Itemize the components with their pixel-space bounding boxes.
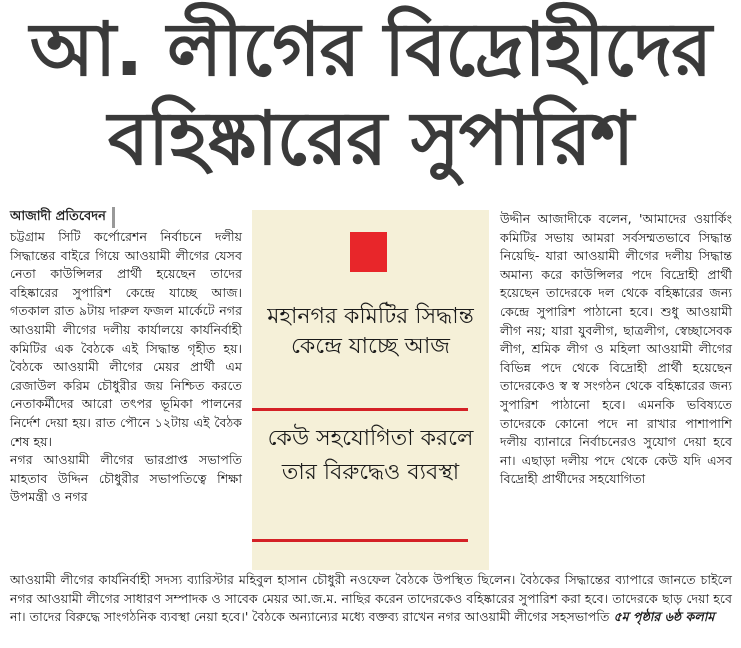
- headline-line-2: বহিষ্কারের সুপারিশ: [107, 96, 634, 182]
- continued-page-jump[interactable]: ৫ম পৃষ্ঠার ৬ষ্ঠ কলাম: [613, 609, 715, 625]
- article-column-3: [500, 210, 732, 489]
- paragraph-1: চট্টগ্রাম সিটি কর্পোরেশন নির্বাচনে দলীয় সিদ্ধান্তের বাইরে গিয়ে আওয়ামী লীগের যেসব নেতা কাউন্সিলর প্রার্থী হয়েছেন তাদের বহিষ্কারের সুপারিশ কেন্দ্রে যাচ্ছে আজ। গতকাল রাত ৯টায় দারুল ফজল মার্কেটে নগর আওয়ামী লীগের দলীয় কার্যালয়ে কার্যনির্বাহী কমিটির এক বৈঠকে এই সিদ্ধান্ত গৃহীত হয়। বৈঠকে আওয়ামী লীগের মেয়র প্রার্থী এম রেজাউল করিম চৌধুরীর জয় নিশ্চিত করতে নেতাকর্মীদের আরো তৎপর ভূমিকা পালনের নির্দেশ দেয়া হয়। রাত পৌনে ১২টায় এই বৈঠক শেষ হয়।: [10, 229, 242, 449]
- paragraph-2: নগর আওয়ামী লীগের ভারপ্রাপ্ত সভাপতি মাহতাব উদ্দিন চৌধুরীর সভাপতিত্বে শিক্ষা উপমন্ত্রী ও নগর: [10, 452, 242, 505]
- divider-rule-bottom: [252, 539, 468, 542]
- column-3-text: উদ্দীন আজাদীকে বলেন, 'আমাদের ওয়ার্কিং কমিটির সভায় আমরা সর্বসম্মতভাবে সিদ্ধান্ত নিয়েছি- যারা আওয়ামী লীগের দলীয় সিদ্ধান্ত অমান্য করে কাউন্সিলর পদে বিদ্রোহী প্রার্থী হয়েছেন তাদেরকে দল থেকে বহিষ্কারের জন্য কেন্দ্রে সুপারিশ পাঠানো হবে। শুধু আওয়ামী লীগ নয়; যারা যুবলীগ, ছাত্রলীগ, স্বেচ্ছাসেবক লীগ, শ্রমিক লীগ ও মহিলা আওয়ামী লীগের বিভিন্ন পদে থেকে বিদ্রোহী প্রার্থী হয়েছেন তাদেরকেও স্ব স্ব সংগঠন থেকে বহিষ্কারের জন্য সুপারিশ পাঠানো হবে। এমনকি ভবিষ্যতে তাদেরকে কোনো পদে না রাখার পাশাপাশি দলীয় ব্যানারে নির্বাচনেরও সুযোগ দেয়া হবে না। এছাড়া দলীয় পদে থেকে কেউ যদি এসব বিদ্রোহী প্রার্থীদের সহযোগিতা: [500, 211, 732, 487]
- headline-line-1: আ. লীগের বিদ্রোহীদের: [29, 7, 712, 93]
- article-bottom-text: [10, 571, 732, 627]
- article-column-1: [10, 228, 242, 507]
- headline: [0, 6, 741, 184]
- bottom-paragraph: [10, 571, 732, 627]
- pull-quote-2: কেউ সহযোগিতা করলে তার বিরুদ্ধেও ব্যবস্থা: [267, 426, 474, 485]
- byline: আজাদী প্রতিবেদন: [10, 207, 115, 228]
- bottom-text: আওয়ামী লীগের কার্যনির্বাহী সদস্য ব্যারিস্টার মহিবুল হাসান চৌধুরী নওফেল বৈঠকে উপস্থিত ছিলেন। বৈঠকের সিদ্ধান্তের ব্যাপারে জানতে চাইলে নগর আওয়ামী লীগের সাধারণ সম্পাদক ও সাবেক মেয়র আ.জ.ম. নাছির করেন তাদেরকেও বহিষ্কারের সুপারিশ করা হবে। তাদেরকে ছাড় দেয়া হবে না। তাদের বিরুদ্ধে সাংগঠনিক ব্যবস্থা নেয়া হবে।' বৈঠকে অন্যান্যের মধ্যে বক্তব্য রাখেন নগর আওয়ামী লীগের সহসভাপতি: [10, 572, 732, 625]
- pull-quote-1: মহানগর কমিটির সিদ্ধান্ত কেন্দ্রে যাচ্ছে আজ: [267, 304, 474, 359]
- divider-rule: [252, 408, 468, 411]
- pull-quote-box: [252, 210, 489, 570]
- red-square-icon: [350, 232, 387, 272]
